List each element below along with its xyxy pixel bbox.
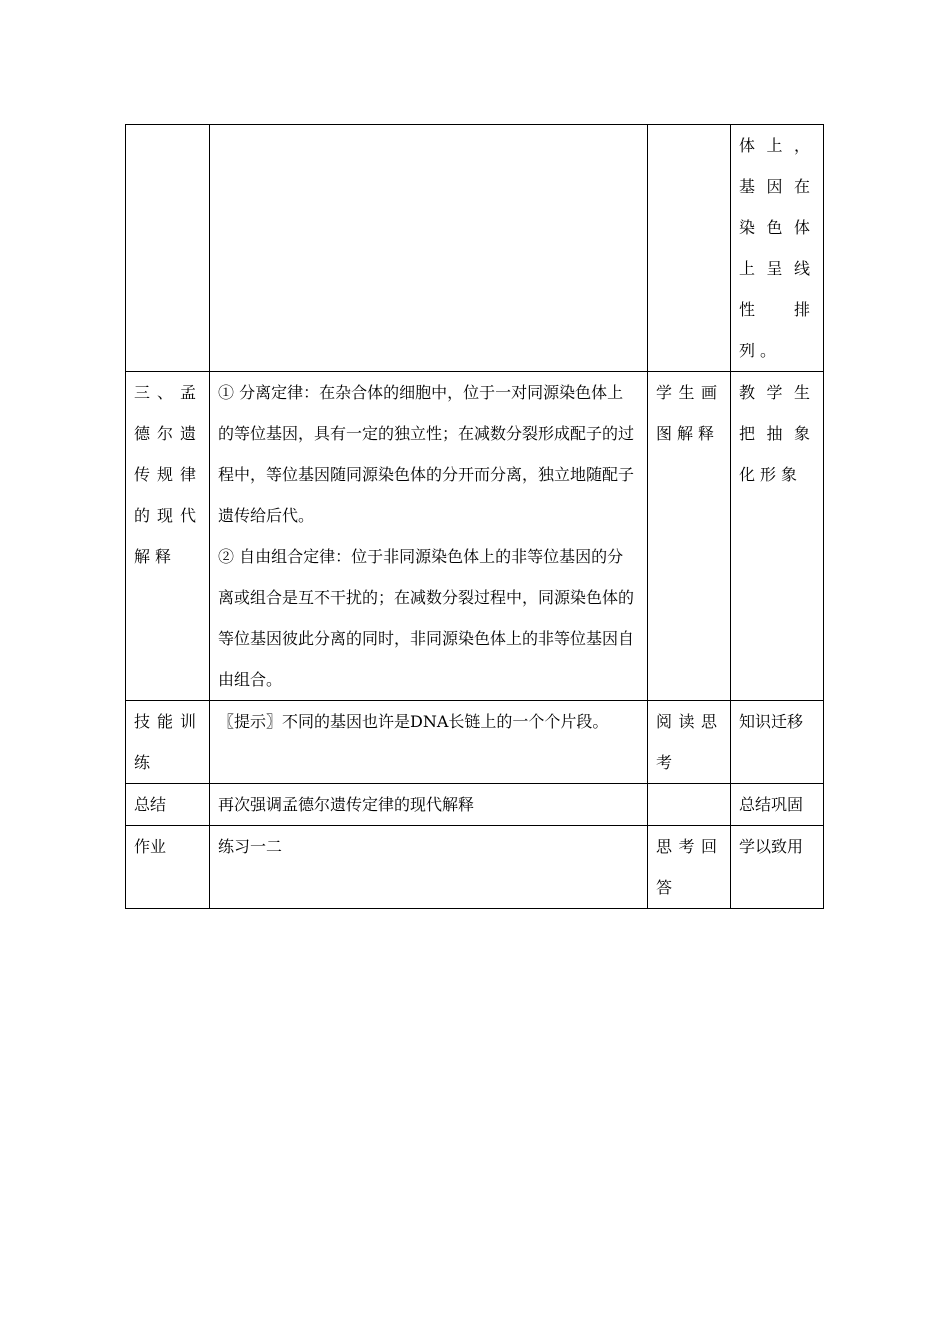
topic-text: 总结 [134,795,167,814]
purpose-cell [731,701,824,784]
student-activity-text: 思考回答 [656,837,722,897]
table-row [126,784,824,826]
lesson-plan-table [125,124,824,909]
purpose-text: 体上，基因在染色体上呈线性排列。 [739,136,815,360]
content-cell [210,784,648,826]
topic-cell [126,784,210,826]
purpose-text: 总结巩固 [739,795,804,814]
topic-text: 三、孟德尔遗传规律的现代解释 [134,383,201,566]
content-paragraph: 再次强调孟德尔遗传定律的现代解释 [218,795,475,814]
student-activity-cell [648,826,731,909]
content-paragraph: 练习一二 [218,837,283,856]
content-cell [210,701,648,784]
purpose-cell [731,784,824,826]
topic-cell [126,125,210,372]
topic-cell [126,372,210,701]
purpose-text: 学以致用 [739,837,804,856]
table-row [126,372,824,701]
student-activity-text: 阅读思考 [656,712,722,772]
student-activity-text: 学生画图解释 [656,383,722,443]
table-row [126,701,824,784]
purpose-cell [731,125,824,372]
purpose-text: 知识迁移 [739,712,804,731]
content-cell [210,125,648,372]
table-row [126,125,824,372]
purpose-text: 教学生把抽象化形象 [739,383,815,484]
content-paragraph: ① 分离定律：在杂合体的细胞中，位于一对同源染色体上的等位基因，具有一定的独立性；在减数分裂形成配子的过程中，等位基因随同源染色体的分开而分离，独立地随配子遗传给后代。 [218,383,635,525]
purpose-cell [731,826,824,909]
student-activity-cell [648,701,731,784]
student-activity-cell [648,125,731,372]
table-row [126,826,824,909]
student-activity-cell [648,784,731,826]
content-cell [210,372,648,701]
purpose-cell [731,372,824,701]
topic-text: 作业 [134,837,167,856]
topic-cell [126,701,210,784]
content-paragraph: 〖提示〗不同的基因也许是DNA长链上的一个个片段。 [218,712,609,731]
student-activity-cell [648,372,731,701]
topic-cell [126,826,210,909]
topic-text: 技能训练 [134,712,201,772]
content-cell [210,826,648,909]
content-paragraph: ② 自由组合定律：位于非同源染色体上的非等位基因的分离或组合是互不干扰的；在减数分裂过程中，同源染色体的等位基因彼此分离的同时，非同源染色体上的非等位基因自由组合。 [218,547,635,689]
